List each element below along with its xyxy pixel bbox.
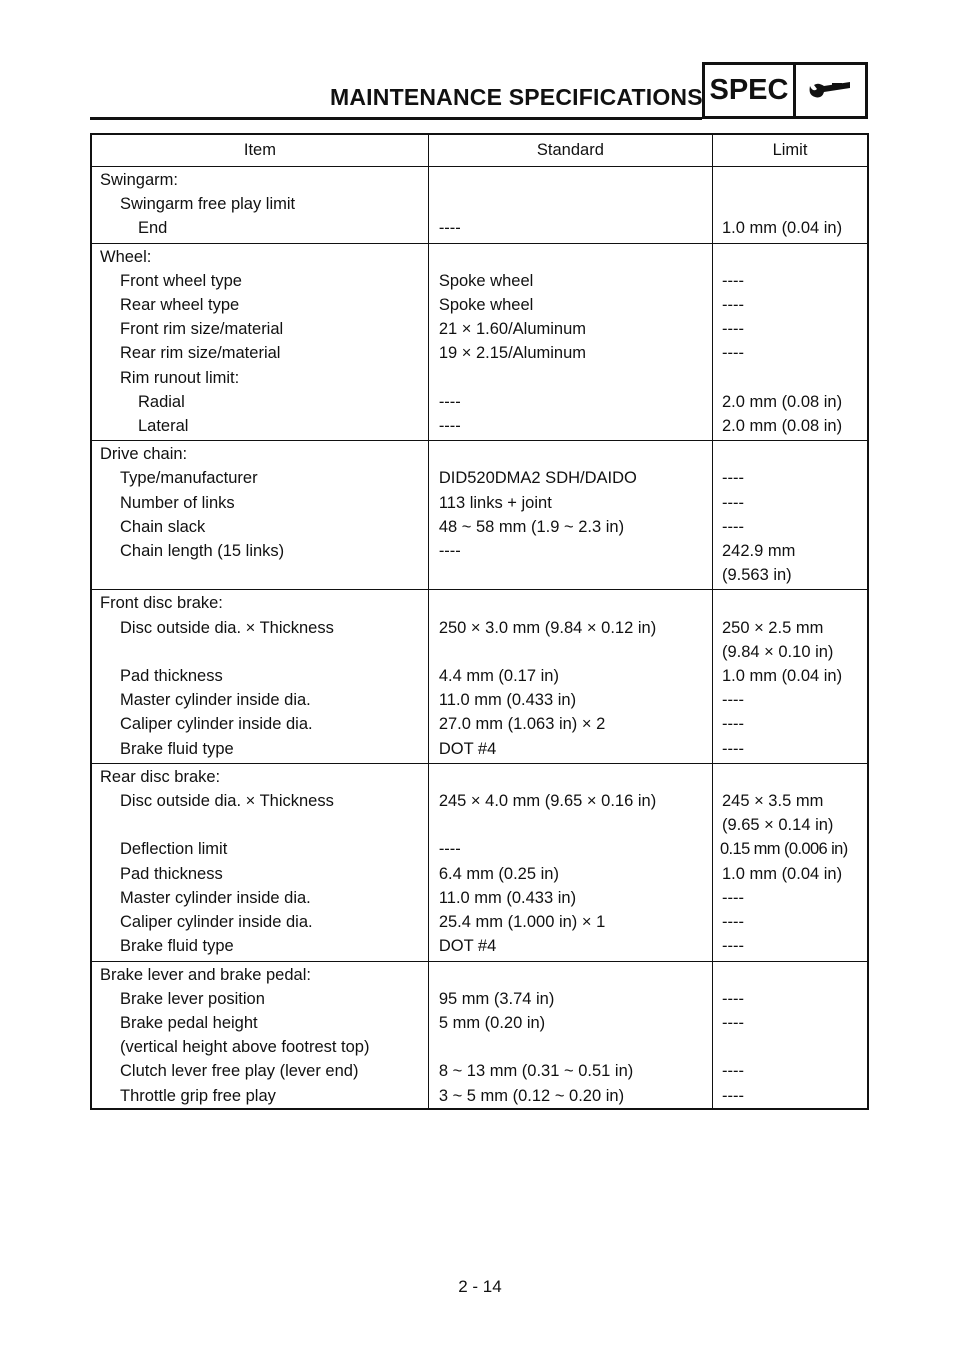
table-row	[91, 216, 868, 243]
item-cell: Drive chain:	[91, 441, 428, 467]
limit-cell: 1.0 mm (0.04 in)	[721, 667, 843, 686]
item-cell: Chain length (15 links)	[91, 539, 428, 590]
item-cell: Number of links	[91, 491, 428, 515]
table-row	[91, 317, 868, 341]
standard-cell: 113 links + joint	[428, 491, 712, 515]
item-cell: Caliper cylinder inside dia.	[91, 712, 428, 736]
table-row	[91, 167, 868, 193]
standard-cell: DID520DMA2 SDH/DAIDO	[428, 466, 712, 490]
standard-cell: 27.0 mm (1.063 in) × 2	[428, 712, 712, 736]
standard-cell	[428, 590, 712, 616]
limit-cell: ----	[721, 517, 744, 536]
table-row	[91, 934, 868, 961]
limit-cell: ----	[721, 320, 744, 339]
spec-badge	[702, 62, 868, 119]
item-cell: Brake lever and brake pedal:	[91, 961, 428, 987]
standard-cell: 8 ~ 13 mm (0.31 ~ 0.51 in)	[428, 1059, 712, 1083]
limit-cell: ----	[721, 1086, 744, 1105]
standard-cell: 11.0 mm (0.433 in)	[428, 886, 712, 910]
limit-cell: 1.0 mm (0.04 in)	[721, 864, 843, 883]
limit-line: 242.9 mm	[721, 542, 796, 561]
item-cell: Disc outside dia. × Thickness	[91, 789, 428, 837]
limit-cell	[712, 616, 868, 664]
limit-line: (9.65 × 0.14 in)	[721, 816, 834, 835]
col-header-limit: Limit	[712, 134, 868, 167]
limit-cell: ----	[721, 271, 744, 290]
limit-cell: ----	[721, 913, 744, 932]
limit-cell	[712, 961, 868, 987]
standard-cell: ----	[428, 414, 712, 441]
item-cell: Rim runout limit:	[91, 366, 428, 390]
standard-cell: 11.0 mm (0.433 in)	[428, 688, 712, 712]
standard-cell	[428, 763, 712, 789]
item-line: Brake pedal height	[120, 1013, 258, 1032]
limit-cell	[712, 789, 868, 837]
standard-cell	[428, 366, 712, 390]
table-row	[91, 1011, 868, 1059]
item-cell: Master cylinder inside dia.	[91, 688, 428, 712]
table-row	[91, 491, 868, 515]
item-cell: Deflection limit	[91, 837, 428, 861]
table-row	[91, 789, 868, 837]
table-row	[91, 293, 868, 317]
limit-cell: ----	[712, 934, 868, 961]
limit-cell: ----	[721, 715, 744, 734]
item-cell: Type/manufacturer	[91, 466, 428, 490]
standard-cell: DOT #4	[428, 934, 712, 961]
item-cell: Swingarm:	[91, 167, 428, 193]
page-number: 2 - 14	[458, 1277, 502, 1296]
item-cell: Swingarm free play limit	[91, 192, 428, 216]
limit-cell: ----	[721, 691, 744, 710]
table-row	[91, 763, 868, 789]
col-header-standard: Standard	[428, 134, 712, 167]
limit-cell: 1.0 mm (0.04 in)	[712, 216, 868, 243]
title-rule	[90, 117, 702, 120]
standard-cell: ----	[428, 216, 712, 243]
limit-cell	[712, 192, 868, 216]
item-cell: End	[91, 216, 428, 243]
table-row	[91, 987, 868, 1011]
limit-cell: ----	[712, 737, 868, 764]
spec-label: SPEC	[705, 65, 796, 116]
table-row	[91, 688, 868, 712]
table-row	[91, 390, 868, 414]
limit-cell: ----	[721, 1013, 744, 1032]
standard-cell: 4.4 mm (0.17 in)	[428, 664, 712, 688]
limit-cell: ----	[721, 888, 744, 907]
item-cell: Pad thickness	[91, 862, 428, 886]
standard-cell: ----	[428, 390, 712, 414]
table-row	[91, 737, 868, 764]
spec-table	[90, 133, 869, 1110]
table-row	[91, 1059, 868, 1083]
standard-cell: 25.4 mm (1.000 in) × 1	[428, 910, 712, 934]
table-row	[91, 837, 868, 861]
item-cell: Wheel:	[91, 243, 428, 269]
item-cell	[91, 1011, 428, 1059]
limit-cell	[712, 167, 868, 193]
limit-cell: ----	[721, 1062, 744, 1081]
item-cell: Pad thickness	[91, 664, 428, 688]
standard-cell: DOT #4	[428, 737, 712, 764]
limit-cell	[712, 366, 868, 390]
limit-line: (9.563 in)	[721, 566, 792, 585]
wrench-icon	[796, 65, 865, 116]
item-cell: Master cylinder inside dia.	[91, 886, 428, 910]
table-row	[91, 192, 868, 216]
standard-cell: Spoke wheel	[428, 293, 712, 317]
table-row	[91, 243, 868, 269]
standard-cell	[428, 441, 712, 467]
item-cell: Radial	[91, 390, 428, 414]
item-cell: Brake lever position	[91, 987, 428, 1011]
table-header-row	[91, 134, 868, 167]
standard-cell: 48 ~ 58 mm (1.9 ~ 2.3 in)	[428, 515, 712, 539]
limit-line: 250 × 2.5 mm	[721, 618, 824, 637]
table-row	[91, 664, 868, 688]
table-row	[91, 466, 868, 490]
standard-cell: 245 × 4.0 mm (9.65 × 0.16 in)	[428, 789, 712, 837]
standard-cell	[428, 961, 712, 987]
limit-cell: ----	[721, 296, 744, 315]
limit-cell: ----	[721, 344, 744, 363]
limit-cell: ----	[721, 469, 744, 488]
standard-cell: 95 mm (3.74 in)	[428, 987, 712, 1011]
table-row	[91, 515, 868, 539]
item-cell: Rear disc brake:	[91, 763, 428, 789]
standard-cell	[428, 243, 712, 269]
item-cell: Caliper cylinder inside dia.	[91, 910, 428, 934]
table-row	[91, 341, 868, 365]
table-row	[91, 441, 868, 467]
item-cell: Brake fluid type	[91, 737, 428, 764]
table-row	[91, 910, 868, 934]
standard-cell: 21 × 1.60/Aluminum	[428, 317, 712, 341]
limit-cell: ----	[721, 989, 744, 1008]
standard-cell: 6.4 mm (0.25 in)	[428, 862, 712, 886]
table-row	[91, 862, 868, 886]
item-cell: Brake fluid type	[91, 934, 428, 961]
col-header-item: Item	[91, 134, 428, 167]
table-row	[91, 712, 868, 736]
limit-line: (9.84 × 0.10 in)	[721, 642, 834, 661]
limit-cell	[712, 590, 868, 616]
item-cell: Front wheel type	[91, 269, 428, 293]
limit-cell: 0.15 mm (0.006 in)	[719, 840, 848, 859]
limit-cell: 2.0 mm (0.08 in)	[712, 414, 868, 441]
table-row	[91, 886, 868, 910]
limit-line: 245 × 3.5 mm	[721, 792, 824, 811]
item-cell: Lateral	[91, 414, 428, 441]
item-cell: Front rim size/material	[91, 317, 428, 341]
standard-cell: 250 × 3.0 mm (9.84 × 0.12 in)	[428, 616, 712, 664]
standard-cell: 19 × 2.15/Aluminum	[428, 341, 712, 365]
item-cell: Chain slack	[91, 515, 428, 539]
item-cell: Throttle grip free play	[91, 1084, 428, 1109]
item-cell: Disc outside dia. × Thickness	[91, 616, 428, 664]
item-cell: Clutch lever free play (lever end)	[91, 1059, 428, 1083]
standard-cell: Spoke wheel	[428, 269, 712, 293]
table-row	[91, 590, 868, 616]
item-line: (vertical height above footrest top)	[120, 1038, 370, 1057]
table-row	[91, 539, 868, 590]
item-cell: Rear rim size/material	[91, 341, 428, 365]
limit-cell: ----	[721, 493, 744, 512]
table-row	[91, 366, 868, 390]
limit-cell	[712, 243, 868, 269]
item-cell: Rear wheel type	[91, 293, 428, 317]
limit-cell	[712, 539, 868, 590]
limit-cell	[712, 763, 868, 789]
standard-cell	[428, 167, 712, 193]
table-row	[91, 269, 868, 293]
table-row	[91, 1084, 868, 1109]
table-row	[91, 961, 868, 987]
limit-cell: 2.0 mm (0.08 in)	[721, 392, 843, 411]
standard-cell	[428, 192, 712, 216]
standard-cell: ----	[428, 539, 712, 590]
table-row	[91, 616, 868, 664]
item-cell: Front disc brake:	[91, 590, 428, 616]
standard-cell: 3 ~ 5 mm (0.12 ~ 0.20 in)	[428, 1084, 712, 1109]
table-row	[91, 414, 868, 441]
standard-cell: ----	[428, 837, 712, 861]
limit-cell	[712, 441, 868, 467]
standard-cell: 5 mm (0.20 in)	[428, 1011, 712, 1059]
page-title: MAINTENANCE SPECIFICATIONS	[330, 84, 703, 110]
